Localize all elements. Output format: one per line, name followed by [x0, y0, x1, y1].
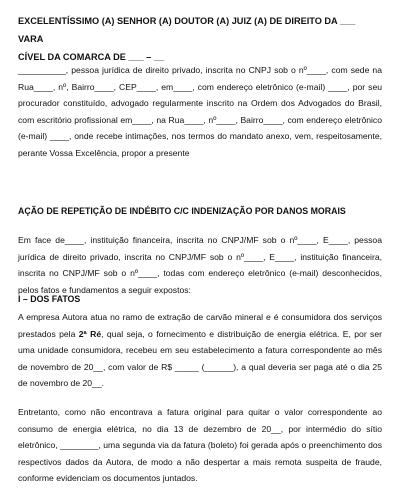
plaintiff-qualification-paragraph: __________, pessoa jurídica de direito privado, inscrita no CNPJ sob o nº____, com sede na Rua____, nº, Bairro____, CEP____, em____, com endereço eletrônico (e-mail) ____, por seu procurador constituído, advogado regularmente inscrito na Ordem dos Advogados do Brasil, com escritório profissional em____, na Rua____, nº____, Bairro____, com endereço eletrônico (e-mail) ____, onde recebe intimações, nos termos do mandato anexo, vem, respeitosamente, perante Vossa Excelência, propor a presente — [18, 65, 382, 158]
court-address-header — [18, 12, 382, 66]
court-address-line-2: CÍVEL DA COMARCA DE ___ – __ — [18, 52, 165, 62]
defendants-paragraph: Em face de____, instituição financeira, inscrita no CNPJ/MF sob o nº____, E____, pessoa jurídica de direito privado, inscrita no CNPJ/MF sob o nº____, E____, instituição financeira, inscrita no CNPJ/MF sob o nº____, todas com endereço eletrônico (e-mail) desconhecidos, pelos fatos e fundamentos a seguir expostos: — [18, 235, 382, 295]
action-title: AÇÃO DE REPETIÇÃO DE INDÉBITO C/C INDENIZAÇÃO POR DANOS MORAIS — [18, 206, 346, 216]
facts-paragraph-1-bold: 2ª Ré — [78, 328, 102, 339]
section-title-facts: I – DOS FATOS — [18, 294, 81, 304]
court-address-line-1: EXCELENTÍSSIMO (A) SENHOR (A) DOUTOR (A) JUIZ (A) DE DIREITO DA ___ VARA — [18, 16, 356, 44]
facts-paragraph-1 — [18, 309, 382, 392]
facts-paragraph-1-start: A empresa Autora atua no ramo de extração de carvão mineral e é consumidora dos serviços prestados pela — [18, 312, 382, 339]
facts-paragraph-1-end: , qual seja, o fornecimento e distribuição de energia elétrica. E, por ser uma unidade consumidora, recebeu em seu estabelecimento a fatura correspondente ao mês de novembro de 20__, com valor de R$ _____ (______), a qual deveria ser paga até o dia 25 de novembro de 20__. — [18, 328, 383, 388]
facts-paragraph-2: Entretanto, como não encontrava a fatura original para quitar o valor correspondente ao consumo de energia elétrica, no dia 13 de dezembro de 20__, por intermédio do sítio eletrônico, ________, uma segunda via da fatura (boleto) foi gerada após o preenchimento dos respectivos dados da Autora, de modo a não despertar a mais remota suspeita de fraude, conforme evidenciam os documentos juntados. — [18, 407, 382, 483]
